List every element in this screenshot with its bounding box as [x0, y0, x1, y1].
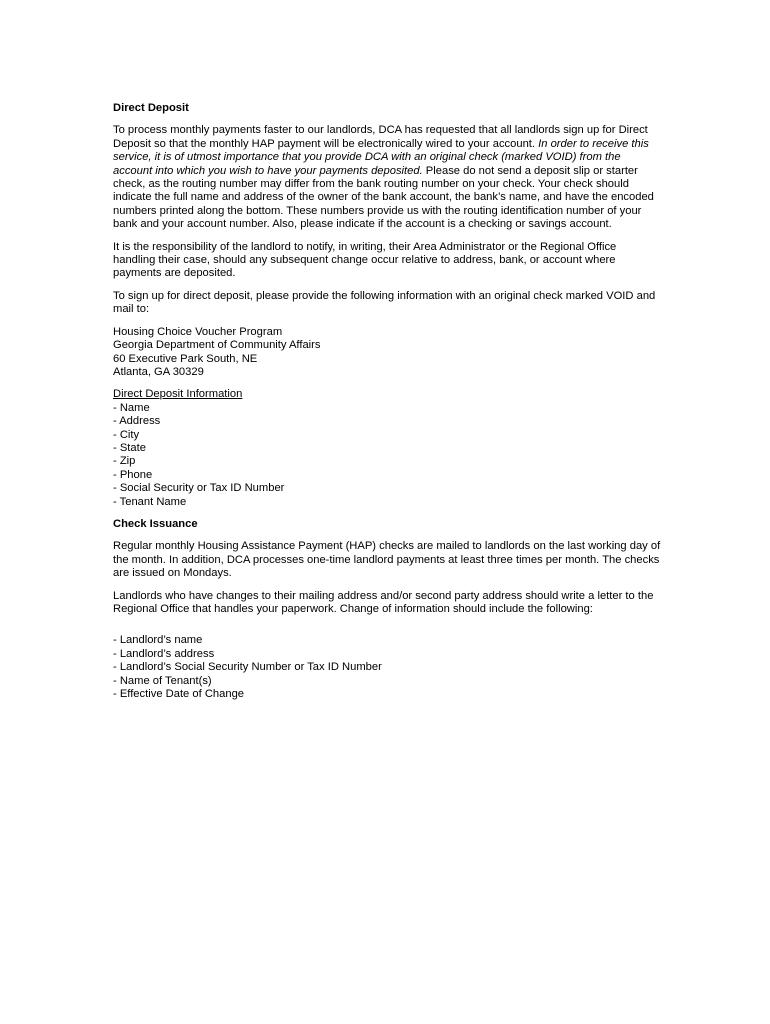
direct-deposit-paragraph-1-intro: To process monthly payments faster to our landlords, DCA has requested that all landlords sign up for Direct Deposit so that the monthly HAP payment will be electronically wired to your account.	[113, 124, 648, 150]
address-line: Housing Choice Voucher Program	[113, 325, 283, 338]
direct-deposit-info-list	[113, 388, 661, 509]
list-item: - Name of Tenant(s)	[113, 674, 212, 687]
direct-deposit-paragraph-2: It is the responsibility of the landlord to notify, in writing, their Area Administrator or the Regional Office handling their case, should any subsequent change occur relative to address, bank, or account where payments are deposited.	[113, 240, 617, 280]
change-info-list	[113, 634, 661, 701]
list-item: - Effective Date of Change	[113, 688, 245, 701]
check-issuance-paragraph-1: Regular monthly Housing Assistance Payment (HAP) checks are mailed to landlords on the last working day of the month. In addition, DCA processes one-time landlord payments at least three times per month. The checks are issued on Mondays.	[113, 540, 661, 580]
list-item: - Landlord’s address	[113, 647, 215, 660]
list-item: - Phone	[113, 468, 153, 481]
list-item: - State	[113, 441, 146, 454]
list-item: - Tenant Name	[113, 495, 187, 508]
list-item: - City	[113, 428, 140, 441]
direct-deposit-info-title: Direct Deposit Information	[113, 388, 243, 401]
mailing-address	[113, 326, 661, 380]
direct-deposit-heading: Direct Deposit	[113, 102, 189, 114]
direct-deposit-paragraph-3: To sign up for direct deposit, please provide the following information with an original check marked VOID and mail to:	[113, 289, 656, 316]
check-issuance-heading: Check Issuance	[113, 517, 198, 530]
direct-deposit-paragraph-1-rest: Please do not send a deposit slip or starter check, as the routing number may differ from the bank routing number on your check. Your check should indicate the full name and address of the owner of the bank account, the bank’s name, and have the encoded numbers printed along the bottom. These numbers provide us with the routing identification number of your bank and your account number. Also, please indicate if the account is a checking or savings account.	[113, 164, 654, 231]
address-line: 60 Executive Park South, NE	[113, 352, 258, 365]
document-content	[113, 102, 661, 710]
list-item: - Landlord’s Social Security Number or Tax ID Number	[113, 661, 382, 674]
list-item: - Social Security or Tax ID Number	[113, 482, 285, 495]
direct-deposit-paragraph-1	[113, 124, 661, 231]
list-item: - Zip	[113, 455, 136, 468]
check-issuance-paragraph-2: Landlords who have changes to their mailing address and/or second party address should write a letter to the Regional Office that handles your paperwork. Change of information should include the following:	[113, 589, 654, 615]
list-item: - Name	[113, 401, 150, 414]
address-line: Atlanta, GA 30329	[113, 365, 204, 378]
address-line: Georgia Department of Community Affairs	[113, 339, 321, 352]
list-item: - Address	[113, 415, 161, 428]
spacer	[113, 625, 661, 634]
direct-deposit-paragraph-1-emphasis: In order to receive this service, it is of utmost importance that you provide DCA with an original check (marked VOID) from the account into which you wish to have your payments deposited.	[113, 137, 649, 177]
list-item: - Landlord’s name	[113, 634, 203, 647]
